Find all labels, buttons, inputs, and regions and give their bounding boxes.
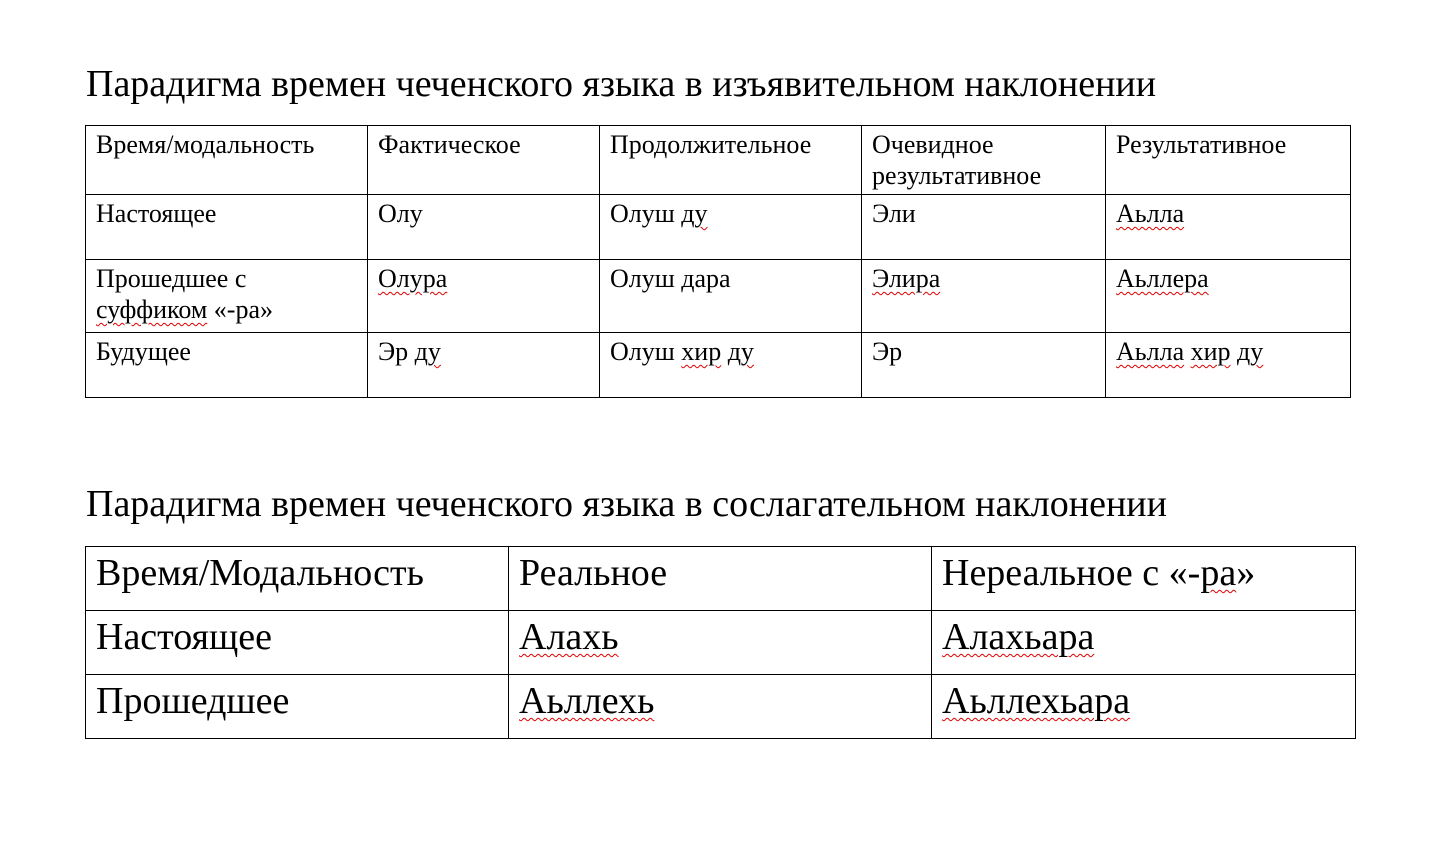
table-row [86,260,1351,333]
cell-resultative [1106,333,1351,398]
spellcheck-word[interactable]: Элира [872,264,941,293]
subjunctive-table [85,546,1356,739]
cell-text: Нереальное с «- [942,552,1201,594]
cell-tense-present: Настоящее [86,611,509,675]
spellcheck-word[interactable]: ду [1237,337,1264,366]
header-cell-factual: Фактическое [368,126,600,195]
cell-text: Прошедшее с [96,264,247,293]
table-header-row [86,126,1351,195]
cell-tense-present: Настоящее [86,195,368,260]
spellcheck-word[interactable]: хир [681,337,722,366]
cell-unreal [932,675,1356,739]
spellcheck-word[interactable]: Аьлла [1116,337,1185,366]
cell-text: » [1236,552,1256,594]
cell-unreal [932,611,1356,675]
header-cell-tense: Время/Модальность [86,547,509,611]
spellcheck-word[interactable]: Алахь [519,616,619,658]
cell-factual: Олу [368,195,600,260]
cell-progressive: Олуш дара [600,260,862,333]
table-row [86,675,1356,739]
cell-factual [368,260,600,333]
header-cell-unreal [932,547,1356,611]
spellcheck-word[interactable]: Алахьара [942,616,1095,658]
cell-progressive [600,195,862,260]
cell-resultative [1106,260,1351,333]
cell-text: Олуш [610,337,675,366]
cell-evident: Эли [862,195,1106,260]
indicative-table [85,125,1351,398]
table-row [86,333,1351,398]
spellcheck-word[interactable]: Аьлла [1116,199,1185,228]
indicative-table-title: Парадигма времен чеченского языка в изъявительном наклонении [86,63,1157,105]
cell-text: Олуш [610,199,675,228]
spellcheck-word[interactable]: хир [1190,337,1231,366]
spellcheck-word[interactable]: Аьллехь [519,680,655,722]
spellcheck-word[interactable]: ду [414,337,441,366]
subjunctive-table-title: Парадигма времен чеченского языка в сослагательном наклонении [86,483,1167,525]
cell-tense-past [86,260,368,333]
spellcheck-word[interactable]: ра [1200,552,1237,594]
header-cell-evident: Очевидное результативное [862,126,1106,195]
cell-tense-future: Будущее [86,333,368,398]
spellcheck-word[interactable]: ду [727,337,754,366]
spellcheck-word[interactable]: Олура [378,264,448,293]
spellcheck-word[interactable]: суффиком [96,295,208,324]
cell-progressive [600,333,862,398]
cell-real [509,611,932,675]
header-cell-progressive: Продолжительное [600,126,862,195]
spellcheck-word[interactable]: Аьллера [1116,264,1209,293]
header-cell-real: Реальное [509,547,932,611]
table-header-row [86,547,1356,611]
cell-real [509,675,932,739]
cell-evident [862,260,1106,333]
cell-factual [368,333,600,398]
table-row [86,611,1356,675]
cell-text: «-ра» [213,295,273,324]
table-row [86,195,1351,260]
cell-resultative [1106,195,1351,260]
cell-tense-past: Прошедшее [86,675,509,739]
cell-text: Эр [378,337,409,366]
spellcheck-word[interactable]: Аьллехьара [942,680,1131,722]
header-cell-resultative: Результативное [1106,126,1351,195]
header-cell-tense: Время/модальность [86,126,368,195]
cell-evident: Эр [862,333,1106,398]
spellcheck-word[interactable]: ду [681,199,708,228]
